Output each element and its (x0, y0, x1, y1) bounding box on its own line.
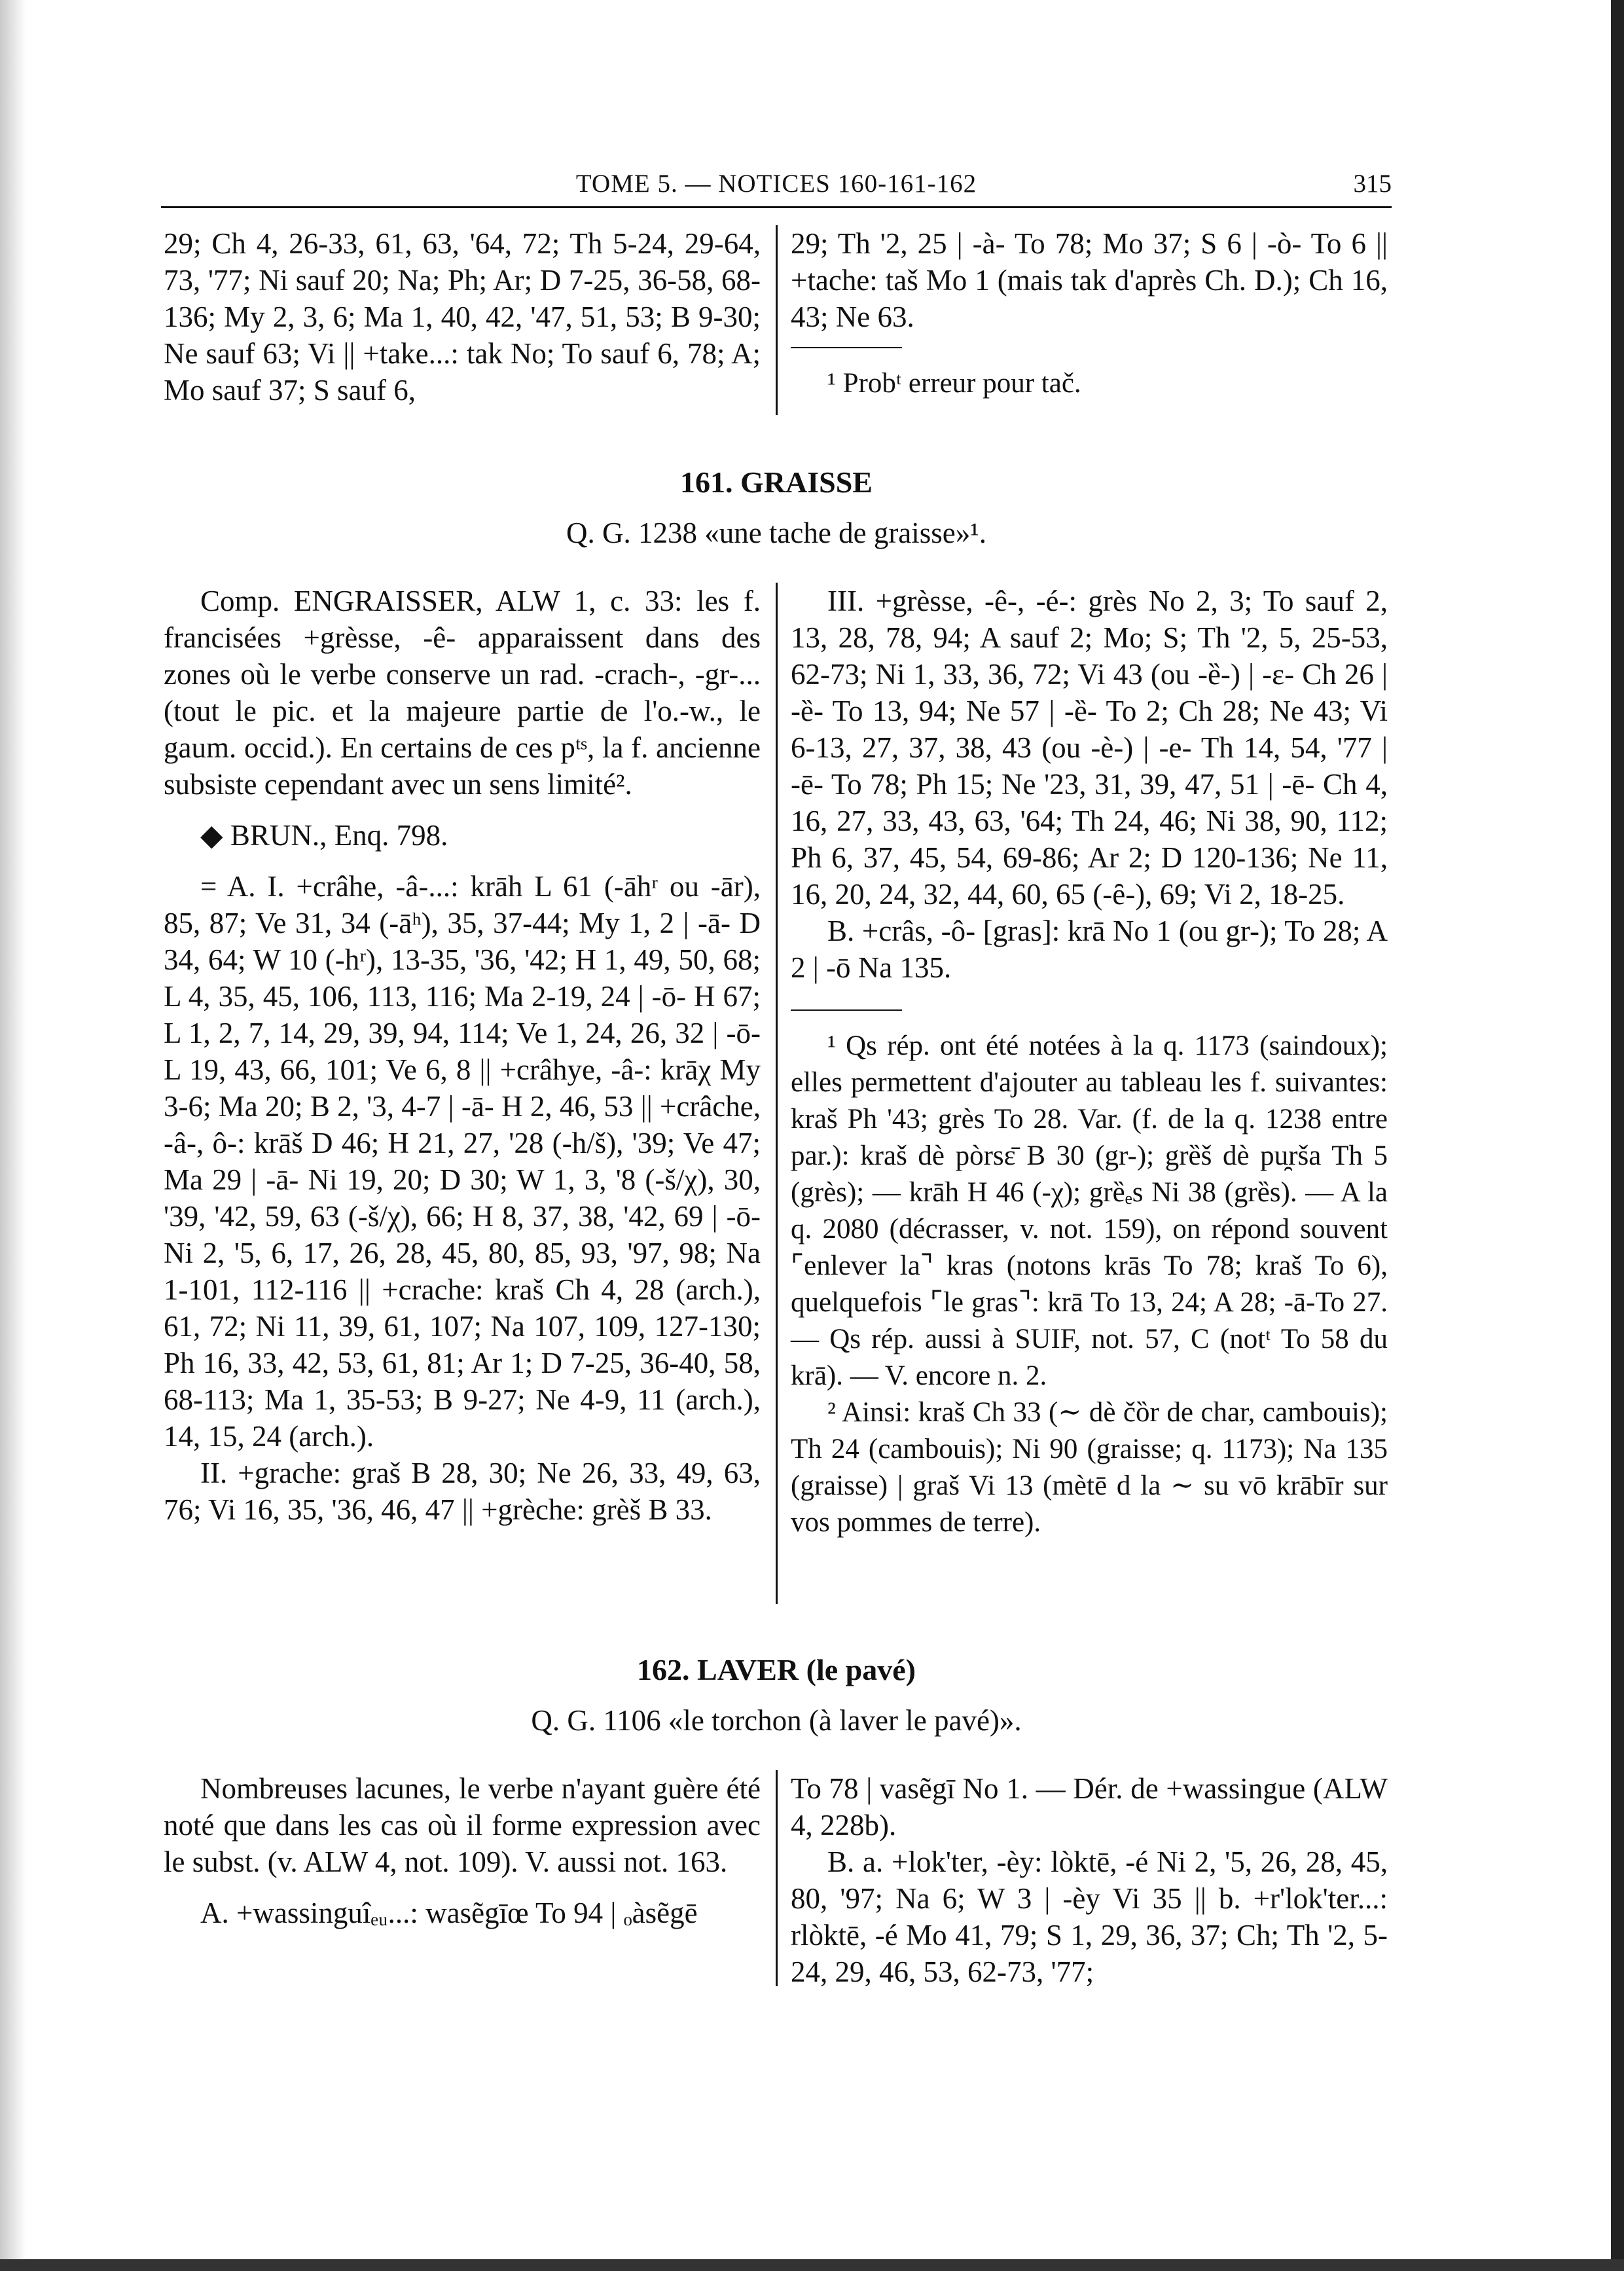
header-rule (161, 206, 1392, 208)
n161-right-p1: III. +grèsse, -ê-, -é-: grès No 2, 3; To sauf 2, 13, 28, 78, 94; A sauf 2; Mo; S; Th '2, 5, 25-53, 62-73; Ni 1, 33, 36, 72; Vi 43 (ou -ȅ-) | -ɛ- Ch 26 | -ȅ- To 13, 94; Ne 57 | -ȅ- To 2; Ch 28; Ne 43; Vi 6-13, 27, 37, 38, 43 (ou -è-) | -e- Th 14, 54, '77 | -ē- To 78; Ph 15; Ne '23, 31, 39, 47, 51 | -ē- Ch 4, 16, 27, 33, 43, 63, '64; Th 24, 46; Ni 38, 90, 112; Ph 6, 37, 45, 54, 69-86; Ar 2; D 120-136; Ne 11, 16, 20, 24, 32, 44, 60, 65 (-ȇ-), 69; Vi 2, 18-25. (791, 585, 1388, 911)
n161-footnote-2: ² Ainsi: kraš Ch 33 (∼ dè čȍr de char, cambouis); Th 24 (cambouis); Ni 90 (graisse; q. 1173); Na 135 (graisse) | graš Vi 13 (mètē d la ∼ su vō krābīr sur vos pommes de terre). (791, 1397, 1388, 1538)
page-number: 315 (1353, 170, 1392, 198)
running-title: TOME 5. — NOTICES 160-161-162 (575, 170, 977, 198)
n161-footnote-1: ¹ Qs rép. ont été notées à la q. 1173 (saindoux); elles permettent d'ajouter au tableau les f. suivantes: kraš Ph '43; grès To 28. Var. (f. de la q. 1238 entre par.): kraš dè pòrsɛ̄ B 30 (gr-); grȅš dè pu̯rša Th 5 (grès); — krāh H 46 (-χ); grȅₑs Ni 38 (grȅs). — A la q. 2080 (décrasser, v. not. 159), on répond souvent ⌜enlever la⌝ kras (notons krās To 78; kraš To 6), quelquefois ⌜le gras⌝: krā To 13, 24; A 28; -ā-To 27. — Qs rép. aussi à SUIF, not. 57, C (notᵗ To 58 du krā). — V. encore n. 2. (791, 1030, 1388, 1391)
n162-left-p1: Nombreuses lacunes, le verbe n'ayant guère été noté que dans les cas où il forme expression avec le subst. (v. ALW 4, not. 109). V. aussi not. 163. (164, 1772, 761, 1878)
n161-left-p2: ◆ BRUN., Enq. 798. (200, 819, 448, 852)
n161-right-column (791, 583, 1388, 1541)
n161-left-p1: Comp. ENGRAISSER, ALW 1, c. 33: les f. francisées +grèsse, -ê- apparaissent dans des zones où le verbe conserve un rad. -crach-, -gr-... (tout le pic. et la majeure partie de l'o.-w., le gaum. occid.). En certains de ces pᵗˢ, la f. ancienne subsiste cependant avec un sens limité². (164, 585, 761, 801)
n160-left-text: 29; Ch 4, 26-33, 61, 63, '64, 72; Th 5-24, 29-64, 73, '77; Ni sauf 20; Na; Ph; Ar; D 7-25, 36-58, 68-136; My 2, 3, 6; Ma 1, 40, 42, '47, 51, 53; B 9-30; Ne sauf 63; Vi || +take...: tak No; To sauf 6, 78; A; Mo sauf 37; S sauf 6, (164, 227, 761, 407)
n162-right-column (791, 1770, 1388, 1990)
n161-left-p4: II. +grache: graš B 28, 30; Ne 26, 33, 49, 63, 76; Vi 16, 35, '36, 46, 47 || +grèche: grèš B 33. (164, 1457, 761, 1526)
n161-question: Q. G. 1238 «une tache de graisse»¹. (566, 517, 987, 549)
n162-left-column (164, 1770, 761, 1931)
n162-right-p1: To 78 | vasẽgī No 1. — Dér. de +wassingue (ALW 4, 228b). (791, 1772, 1388, 1842)
n160-left-column (164, 225, 761, 409)
n162-left-p2: A. +wassinguîₑᵤ...: wasẽgīœ To 94 | ₒàsẽgē (200, 1897, 698, 1929)
footnote-rule-161 (791, 1009, 902, 1011)
scan-border-left (0, 0, 26, 2271)
n162-right-p2: B. a. +lok'ter, -èy: lòktē, -é Ni 2, '5, 26, 28, 45, 80, '97; Na 6; W 3 | -èy Vi 35 || b. +r'lok'ter...: rlòktē, -é Mo 41, 79; S 1, 29, 36, 37; Ch; Th '2, 5-24, 29, 46, 53, 62-73, '77; (791, 1845, 1388, 1988)
footnote-rule (791, 347, 902, 348)
column-rule-160 (776, 225, 778, 415)
scan-border-bottom (0, 2259, 1624, 2271)
n162-title: 162. LAVER (le pavé) (637, 1653, 916, 1686)
column-rule-162 (776, 1770, 778, 1986)
n160-right-column (791, 225, 1388, 402)
n160-right-text: 29; Th '2, 25 | -à- To 78; Mo 37; S 6 | -ò- To 6 || +tache: taš Mo 1 (mais tak d'après Ch. D.); Ch 16, 43; Ne 63. (791, 227, 1388, 333)
n161-right-p2: B. +crâs, -ô- [gras]: krā No 1 (ou gr-); To 28; A 2 | -ō Na 135. (791, 915, 1388, 984)
n160-footnote: ¹ Probᵗ erreur pour tač. (827, 368, 1081, 399)
column-rule-161 (776, 583, 778, 1604)
n161-title: 161. GRAISSE (680, 465, 873, 499)
scan-border-right (1611, 0, 1624, 2271)
n161-left-p3: = A. I. +crâhe, -â-...: krāh L 61 (-āhʳ ou -ār), 85, 87; Ve 31, 34 (-āʰ), 35, 37-44; My 1, 2 | -ā- D 34, 64; W 10 (-hʳ), 13-35, '36, '42; H 1, 49, 50, 68; L 4, 35, 45, 106, 113, 116; Ma 2-19, 24 | -ō- H 67; L 1, 2, 7, 14, 29, 39, 94, 114; Ve 1, 24, 26, 32 | -ō- L 19, 43, 66, 101; Ve 6, 8 || +crâhye, -â-: krāχ My 3-6; Ma 20; B 2, '3, 4-7 | -ā- H 2, 46, 53 || +crâche, -â-, ô-: krāš D 46; H 21, 27, '28 (-h/š), '39; Ve 47; Ma 29 | -ā- Ni 19, 20; D 30; W 1, 3, '8 (-š/χ), 30, '39, '42, 59, 63 (-š/χ), 66; H 8, 37, 38, '42, 69 | -ō- Ni 2, '5, 6, 17, 26, 28, 45, 80, 85, 93, '97, 98; Na 1-101, 112-116 || +crache: kraš Ch 4, 28 (arch.), 61, 72; Ni 11, 39, 61, 107; Na 107, 109, 127-130; Ph 16, 33, 42, 53, 61, 81; Ar 1; D 7-25, 36-40, 58, 68-113; Ma 1, 35-53; B 9-27; Ne 4-9, 11 (arch.), 14, 15, 24 (arch.). (164, 870, 761, 1453)
page-header (161, 169, 1392, 208)
n161-left-column (164, 583, 761, 1528)
n162-question: Q. G. 1106 «le torchon (à laver le pavé)». (531, 1704, 1022, 1737)
